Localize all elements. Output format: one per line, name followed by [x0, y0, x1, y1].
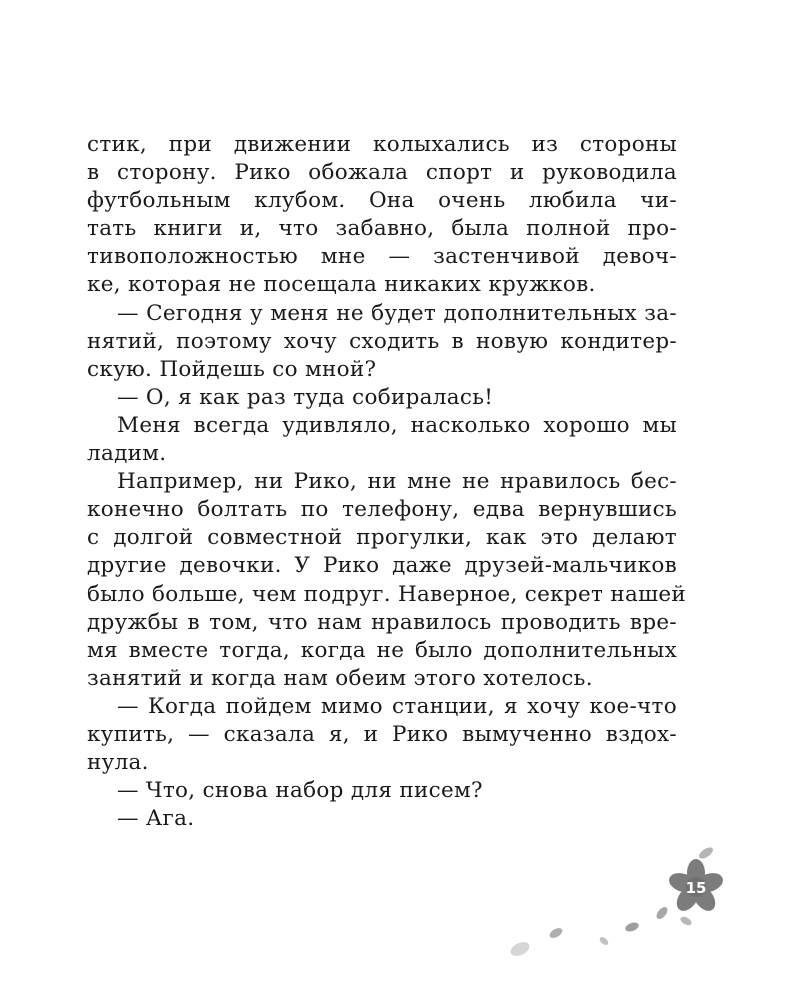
text-line: Например, ни Рико, ни мне не нравилось бес- [117, 469, 677, 495]
text-line: — Ага. [117, 806, 195, 832]
text-line: нула. [87, 750, 149, 776]
petal-icon [654, 905, 669, 921]
text-line: — Сегодня у меня не будет дополнительных за- [117, 300, 677, 326]
text-line: мя вместе тогда, когда не было дополнительных [87, 637, 677, 663]
text-line: было больше, чем подруг. Наверное, секрет нашей [87, 581, 687, 607]
text-line: нятий, поэтому хочу сходить в новую кондитер- [87, 328, 677, 354]
text-line: — Когда пойдем мимо станции, я хочу кое-что [117, 693, 677, 719]
petal-icon [679, 915, 693, 927]
text-line: ке, которая не посещала никаких кружков. [87, 272, 596, 298]
petal-icon [548, 926, 564, 940]
petal-icon [508, 939, 531, 958]
text-line: купить, — сказала я, и Рико вымученно вздох- [87, 721, 677, 747]
text-line: тивоположностью мне — застенчивой девоч- [87, 244, 677, 270]
text-line: ладим. [87, 441, 167, 467]
text-line: другие девочки. У Рико даже друзей-мальчиков [87, 553, 677, 579]
text-line: — О, я как раз туда собиралась! [117, 384, 494, 410]
text-line: в сторону. Рико обожала спорт и руководила [87, 160, 677, 186]
petal-icon [697, 845, 715, 861]
petal-icon [598, 935, 610, 946]
text-line: занятий и когда нам обеим этого хотелось. [87, 665, 593, 691]
text-line: дружбы в том, что нам нравилось проводить вре- [87, 609, 677, 635]
petal-icon [624, 921, 640, 933]
text-line: Меня всегда удивляло, насколько хорошо мы [117, 412, 677, 438]
text-line: стик, при движении колыхались из стороны [87, 132, 677, 157]
page-body-text [87, 131, 687, 833]
text-line: с долгой совместной прогулки, как это делают [87, 525, 677, 551]
text-line: скую. Пойдешь со мной? [87, 356, 377, 382]
text-line: — Что, снова набор для писем? [117, 778, 483, 804]
text-line: конечно болтать по телефону, едва вернувшись [87, 497, 677, 523]
page-number: 15 [685, 879, 707, 897]
text-line: футбольным клубом. Она очень любила чи- [87, 188, 677, 214]
text-line: тать книги и, что забавно, была полной про- [87, 216, 677, 242]
